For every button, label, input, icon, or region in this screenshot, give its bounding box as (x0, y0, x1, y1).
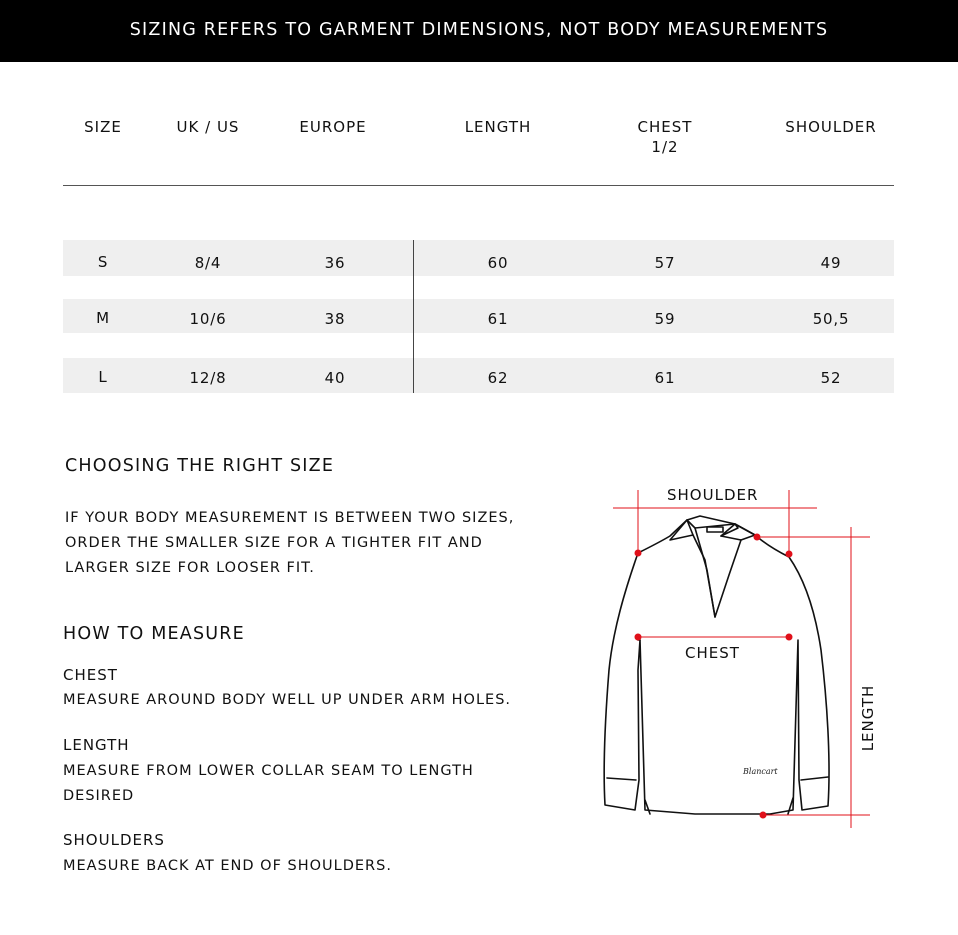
col-header-size (63, 117, 143, 137)
table-cell: S (97, 253, 109, 271)
col-header-size-label: SIZE (84, 118, 122, 136)
table-cell: 61 (654, 369, 676, 387)
table-cell: 49 (820, 254, 842, 272)
logo-script: Blancart (743, 767, 778, 776)
table-cell: 57 (654, 254, 676, 272)
table-cell: 59 (654, 310, 676, 328)
measure-shoulders-label: SHOULDERS (63, 831, 165, 849)
choosing-line: LARGER SIZE FOR LOOSER FIT. (65, 560, 315, 576)
table-cell: 61 (487, 310, 509, 328)
col-header-uk-us-label: UK / US (176, 118, 240, 136)
measure-chest-label: CHEST (63, 666, 118, 684)
header-divider (63, 185, 894, 186)
col-header-chest-sub: 1/2 (651, 138, 679, 156)
col-header-chest (615, 117, 715, 157)
table-cell: 40 (324, 369, 346, 387)
table-cell: L (98, 368, 108, 386)
table-cell: 10/6 (189, 310, 227, 328)
col-header-chest-label: CHEST (637, 118, 693, 136)
choosing-title: CHOOSING THE RIGHT SIZE (65, 456, 335, 476)
table-cell: 36 (324, 254, 346, 272)
column-divider (413, 240, 414, 393)
col-header-europe (283, 117, 383, 137)
measure-chest-text: MEASURE AROUND BODY WELL UP UNDER ARM HOLES. (63, 692, 512, 708)
chest-label: CHEST (685, 644, 740, 662)
length-label: LENGTH (859, 684, 877, 752)
banner-text: SIZING REFERS TO GARMENT DIMENSIONS, NOT BODY MEASUREMENTS (129, 20, 829, 40)
col-header-uk-us (163, 117, 253, 137)
table-cell: 38 (324, 310, 346, 328)
col-header-europe-label: EUROPE (299, 118, 367, 136)
table-cell: 8/4 (194, 254, 222, 272)
measure-length-line: DESIRED (63, 788, 135, 804)
table-cell: 62 (487, 369, 509, 387)
col-header-shoulder (776, 117, 886, 137)
garment-diagram (595, 480, 895, 840)
shoulder-label: SHOULDER (667, 486, 759, 504)
measure-length-line: MEASURE FROM LOWER COLLAR SEAM TO LENGTH (63, 763, 474, 779)
measure-title: HOW TO MEASURE (63, 624, 245, 644)
table-cell: M (96, 309, 110, 327)
measure-shoulders-text: MEASURE BACK AT END OF SHOULDERS. (63, 858, 392, 874)
col-header-length-label: LENGTH (464, 118, 532, 136)
table-cell: 60 (487, 254, 509, 272)
choosing-line: IF YOUR BODY MEASUREMENT IS BETWEEN TWO SIZES, (65, 510, 515, 526)
shirt-outline (604, 516, 829, 814)
col-header-shoulder-label: SHOULDER (785, 118, 877, 136)
choosing-text (65, 506, 514, 581)
choosing-line: ORDER THE SMALLER SIZE FOR A TIGHTER FIT AND (65, 535, 483, 551)
col-header-length (448, 117, 548, 137)
measure-length-label: LENGTH (63, 736, 130, 754)
table-cell: 12/8 (189, 369, 227, 387)
table-cell: 52 (820, 369, 842, 387)
measure-length-text (63, 759, 474, 809)
table-cell: 50,5 (812, 310, 850, 328)
shirt-illustration (595, 480, 895, 840)
